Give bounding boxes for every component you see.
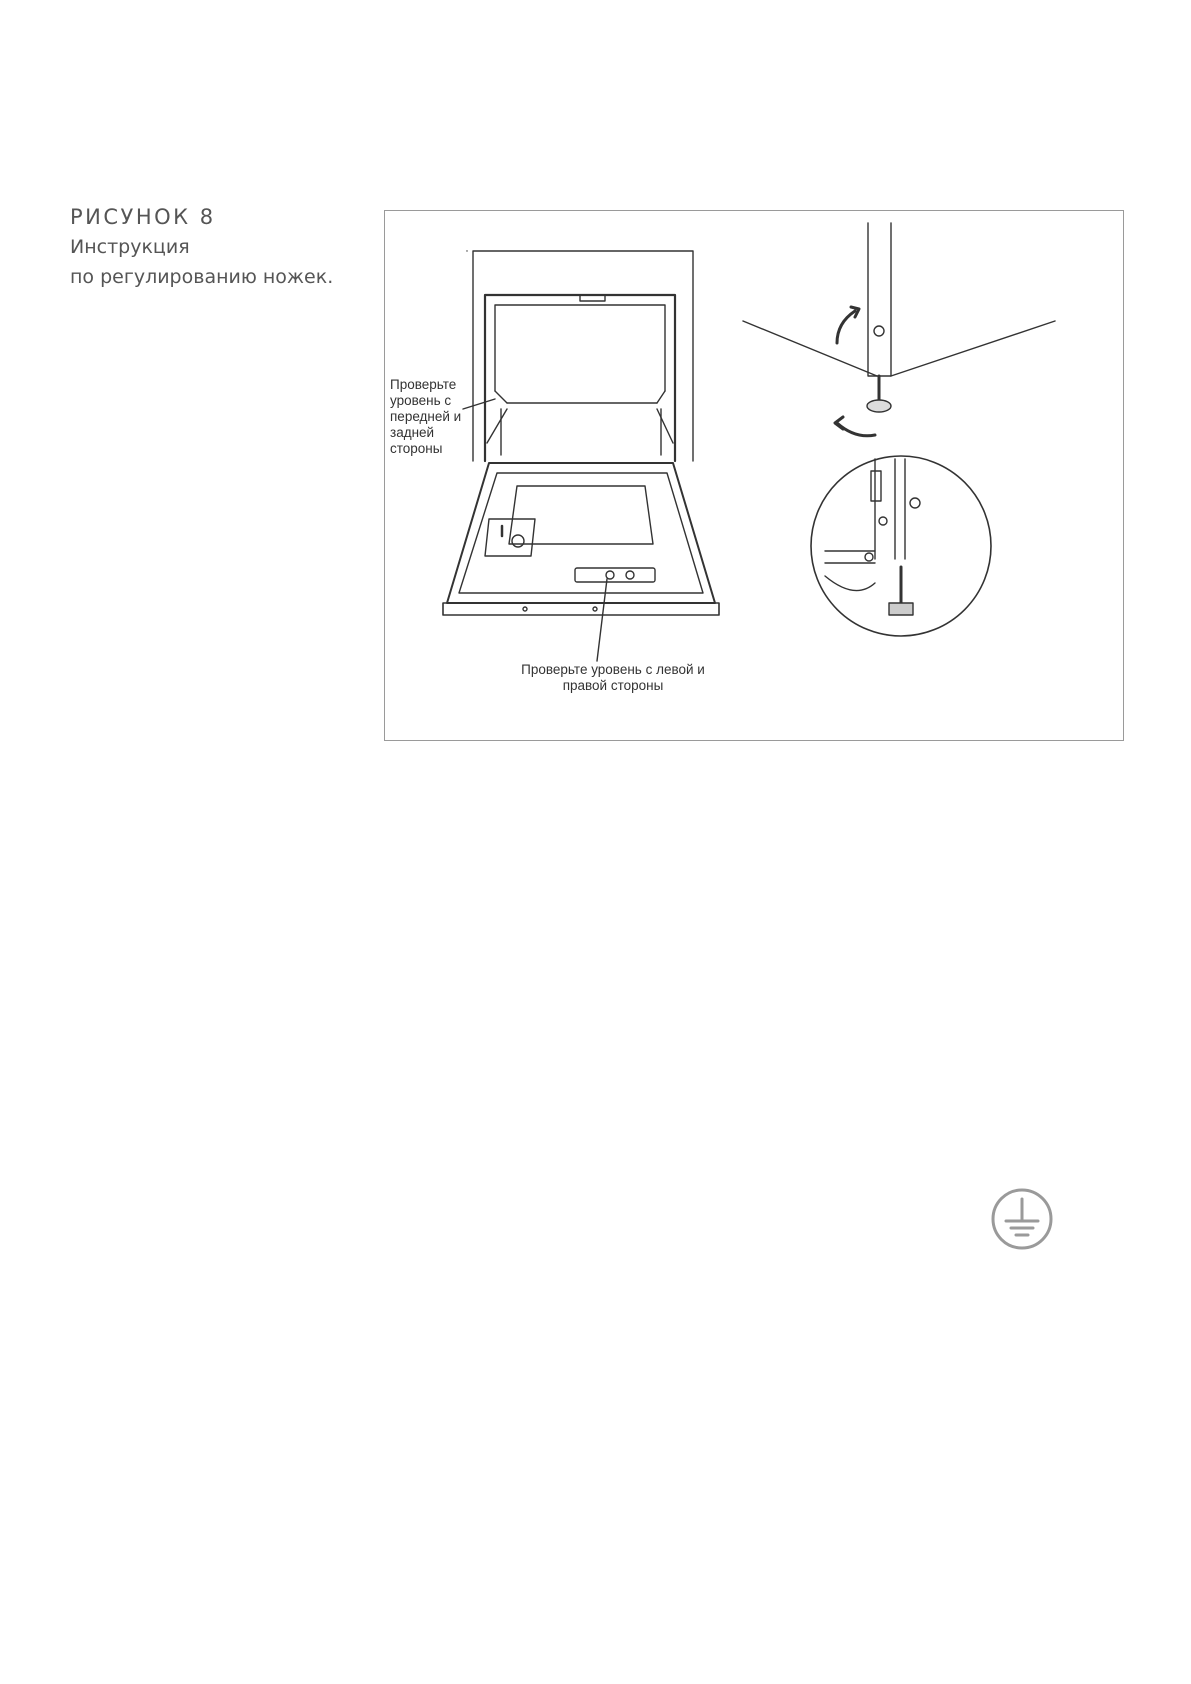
caption-line-2: по регулированию ножек. <box>70 266 334 288</box>
ground-symbol-icon <box>990 1187 1054 1255</box>
figure-frame <box>384 210 1124 741</box>
leg-adjustment-drawing <box>743 223 1055 436</box>
label-front-back-level: Проверьте уровень с передней и задней стороны <box>390 377 462 456</box>
label-left-right-level: Проверьте уровень с левой и правой стороны <box>521 662 705 693</box>
dishwasher-leveling-illustration <box>385 211 1125 742</box>
caption-line-1: Инструкция <box>70 236 190 258</box>
zoom-circle-drawing <box>811 456 991 636</box>
figure-caption <box>70 204 370 290</box>
figure-number: РИСУНОК 8 <box>70 205 216 229</box>
